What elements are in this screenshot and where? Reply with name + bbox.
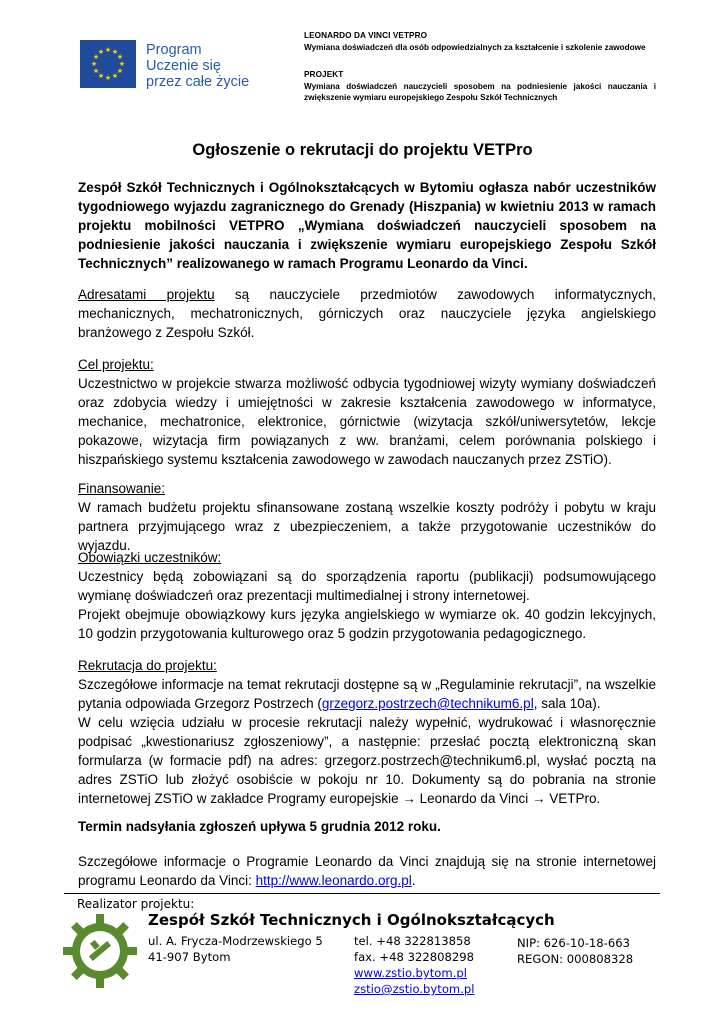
duties-text-1: Uczestnicy będą zobowiązani są do sporządzenia raportu (publikacji) podsumowującego wymianę doświadczeń oraz prezentacji multimedialnej i strony internetowej. — [78, 569, 656, 603]
addressees-text: są nauczyciele przedmiotów zawodowych informatycznych, mechanicznych, mechatronicznych, górniczych oraz nauczyciele języka angielskiego branżowego z Zespołu Szkół. — [78, 287, 656, 340]
eu-flag-logo — [80, 40, 136, 88]
addressees-heading: Adresatami projektu — [78, 287, 215, 302]
funding-heading: Finansowanie: — [78, 481, 166, 496]
more-info — [78, 852, 656, 890]
school-gear-logo — [62, 913, 138, 989]
eu-stars-icon — [80, 40, 136, 88]
goal-section — [78, 355, 656, 469]
footer-label: Realizator projektu: — [77, 897, 195, 911]
programme-label: LEONARDO DA VINCI VETPRO — [304, 31, 428, 40]
funding-section — [78, 479, 656, 555]
address-line: ul. A. Frycza-Modrzewskiego 5 — [148, 934, 323, 948]
more-info-text: Szczegółowe informacje o Programie Leonardo da Vinci znajdują się na stronie internetowej programu Leonardo da Vinci: — [78, 854, 656, 888]
goal-text: Uczestnictwo w projekcie stwarza możliwość odbycia tygodniowej wizyty wymiany doświadczeń oraz zdobycia wiedzy i umiejętności w zakresie kształcenia zawodowego w informatyce, mechanice, mechatronice, elektronice, górnictwie (wizytacja szkół/uniwersytetów, lekcje pokazowe, wizytacja firm powiązanych z ww. branżami, celem porównania polskiego i hiszpańskiego systemu kształcenia zawodowego w zawodach nauczanych przez ZSTiO). — [78, 376, 656, 467]
school-website-link[interactable]: www.zstio.bytom.pl — [354, 966, 467, 980]
svg-text:★: ★ — [97, 48, 105, 56]
duties-text-2: Projekt obejmuje obowiązkowy kurs języka angielskiego w wymiarze ok. 40 godzin lekcyjnych, 10 godzin przygotowania kulturowego oraz 5 godzin przygotowania pedagogicznego. — [78, 607, 656, 641]
school-ids — [517, 935, 633, 967]
funding-text: W ramach budżetu projektu sfinansowane zostaną wszelkie koszty podróży i pobytu w kraju partnera przyjmującego wraz z ubezpieczeniem, a także przygotowanie uczestników do wyjazdu. — [78, 500, 656, 553]
logo-line: Uczenie się — [146, 58, 221, 74]
fax: fax. +48 322808298 — [354, 950, 474, 964]
recruitment-text-2: W celu wzięcia udziału w procesie rekrutacji należy wypełnić, wydrukować i własnoręcznie podpisać „kwestionariusz zgłoszeniowy”, a następnie: przesłać pocztą elektroniczną skan formularza (w formacie pdf) na adres: grzegorz.postrzech@technikum6.pl, wysłać pocztą na adres ZSTiO lub złożyć osobiście w pokoju nr 10. Dokumenty są do pobrania na stronie internetowej ZSTiO w zakładce Programy europejskie → Leonardo da Vinci → VETPro. — [78, 715, 656, 806]
nip-number: NIP: 626-10-18-663 — [517, 936, 630, 950]
project-description: Wymiana doświadczeń nauczycieli sposobem na podniesienie jakości nauczania i zwiększenie wymiaru europejskiego Zespołu Szkół Technicznych — [304, 82, 656, 102]
programme-description: Wymiana doświadczeń dla osób odpowiedzialnych za kształcenie i szkolenie zawodowe — [304, 43, 646, 52]
deadline: Termin nadsyłania zgłoszeń upływa 5 grudnia 2012 roku. — [78, 819, 441, 834]
regon-number: REGON: 000808328 — [517, 952, 634, 966]
address-line: 41-907 Bytom — [148, 950, 231, 964]
svg-text:★: ★ — [111, 72, 119, 80]
recruitment-heading: Rekrutacja do projektu: — [78, 658, 217, 673]
recruitment-section — [78, 656, 656, 808]
more-info-end: . — [411, 873, 416, 888]
lead-paragraph: Zespół Szkół Technicznych i Ogólnokształcących w Bytomiu ogłasza nabór uczestników tygodniowego wyjazdu zagranicznego do Grenady (Hiszpania) w kwietniu 2013 w ramach projektu mobilności VETPRO „Wymiana doświadczeń nauczycieli sposobem na podniesienie jakości nauczania i zwiększenie wymiaru europejskiego Zespołu Szkół Technicznych” realizowanego w ramach Programu Leonardo da Vinci. — [78, 180, 656, 271]
recruitment-text-1 — [78, 675, 656, 713]
logo-line: Program — [146, 42, 202, 58]
svg-text:★: ★ — [104, 74, 112, 82]
school-name: Zespół Szkół Technicznych i Ogólnokształcących — [148, 911, 555, 929]
svg-text:★: ★ — [90, 60, 98, 68]
duties-heading: Obowiązki uczestników: — [78, 550, 222, 565]
svg-text:★: ★ — [104, 46, 112, 54]
leonardo-link[interactable]: http://www.leonardo.org.pl — [255, 873, 412, 888]
school-contact — [354, 933, 474, 997]
gear-icon — [62, 913, 138, 989]
footer-divider — [64, 893, 660, 894]
programme-logo-text — [146, 42, 249, 90]
project-label: PROJEKT — [304, 70, 344, 79]
logo-line: przez całe życie — [146, 74, 250, 90]
phone: tel. +48 322813858 — [354, 934, 471, 948]
svg-text:★: ★ — [111, 48, 119, 56]
svg-text:★: ★ — [92, 67, 100, 75]
duties-section — [78, 548, 656, 643]
school-email-link[interactable]: zstio@zstio.bytom.pl — [354, 982, 475, 996]
recruitment-text-1a: Szczegółowe informacje na temat rekrutacji dostępne są w „Regulaminie rekrutacji”, na wszelkie pytania odpowiada Grzegorz Postrzech ( — [78, 677, 656, 711]
school-address — [148, 933, 323, 965]
svg-text:★: ★ — [97, 72, 105, 80]
addressees-section — [78, 285, 656, 342]
recruitment-text-1b: , sala 10a). — [533, 696, 601, 711]
page-title: Ogłoszenie o rekrutacji do projektu VETPro — [192, 141, 533, 159]
svg-text:★: ★ — [116, 67, 124, 75]
goal-heading: Cel projektu: — [78, 357, 154, 372]
contact-email-link[interactable]: grzegorz.postrzech@technikum6.pl — [321, 696, 534, 711]
svg-text:★: ★ — [116, 53, 124, 61]
svg-text:★: ★ — [92, 53, 100, 61]
svg-text:★: ★ — [118, 60, 126, 68]
